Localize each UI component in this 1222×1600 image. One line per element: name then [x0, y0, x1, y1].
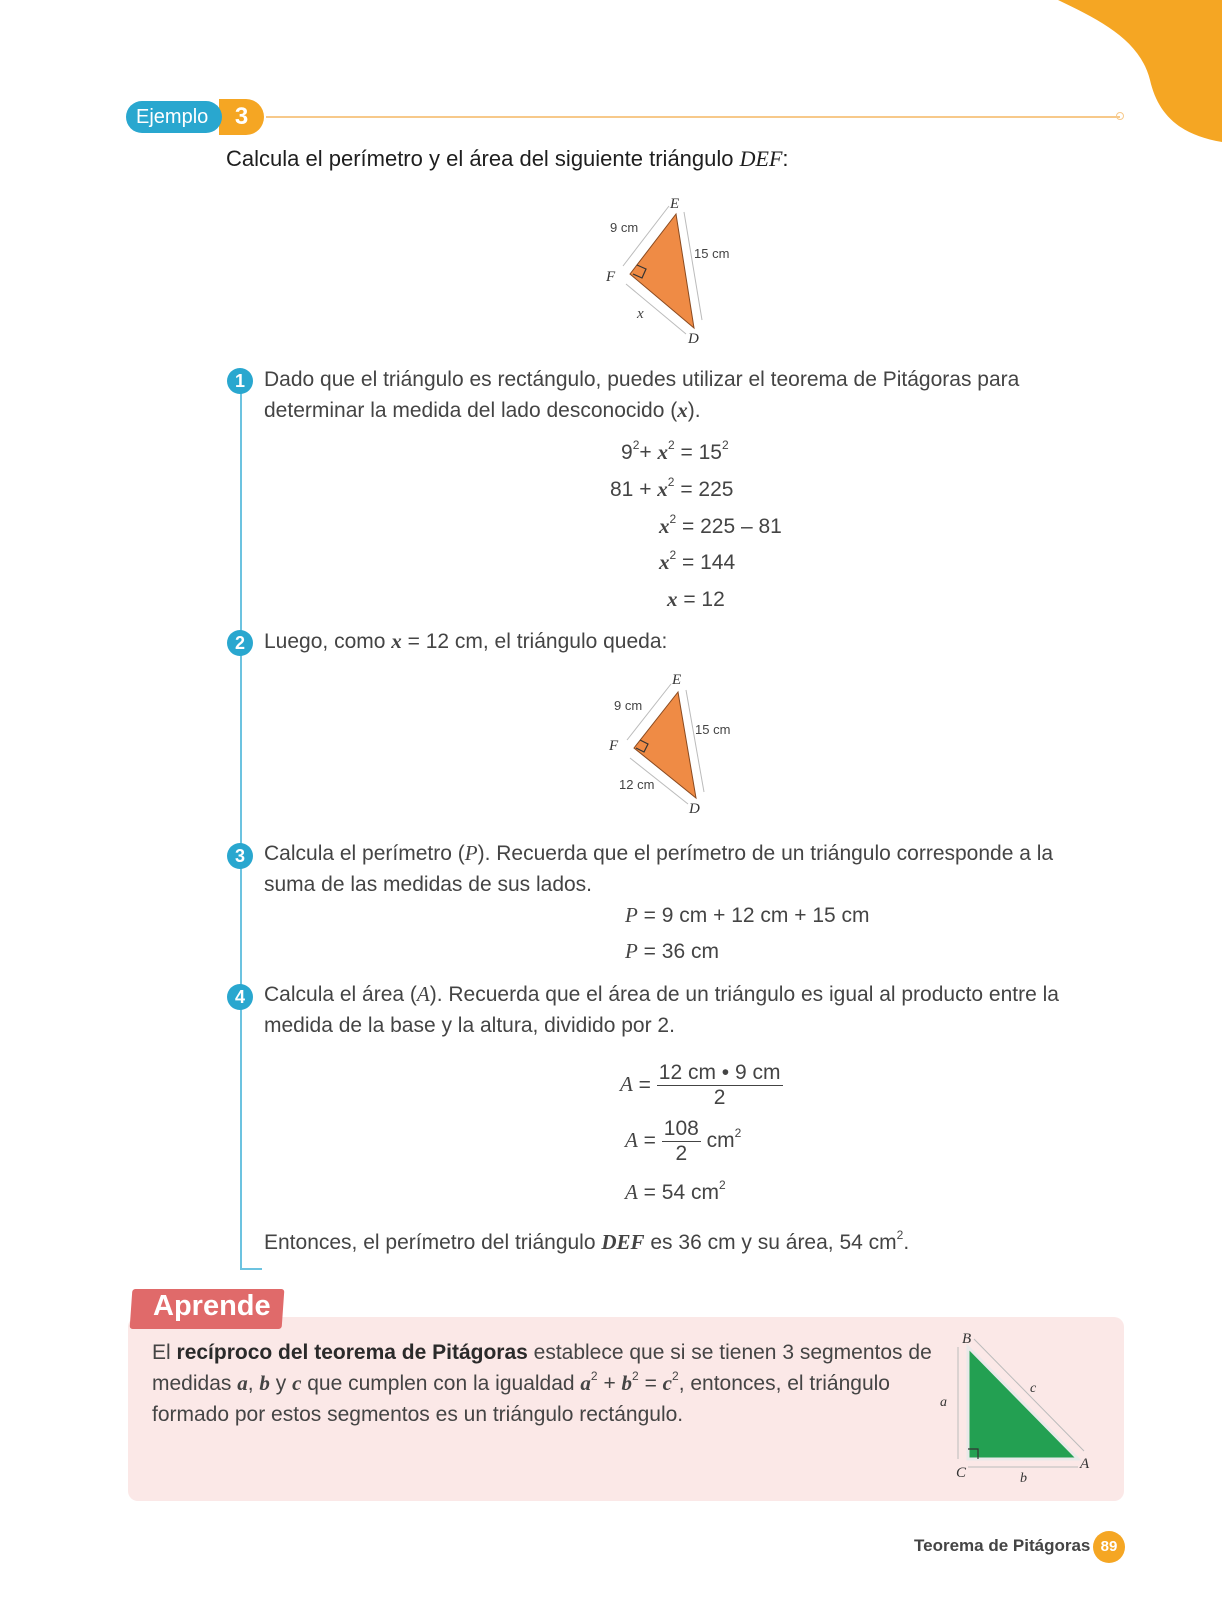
statement-var: DEF [739, 146, 783, 171]
abc-side-a: a [940, 1395, 947, 1410]
pyth-l4-exp: 2 [669, 548, 677, 562]
aprende-eq-c: c [662, 1371, 672, 1395]
aprende-var-c: c [292, 1371, 302, 1395]
fig1-vertex-e: E [670, 196, 680, 212]
statement-text: Calcula el perímetro y el área del siguiente triángulo [226, 146, 740, 171]
pyth-l5-b: = 12 [677, 588, 725, 611]
perimeter-line-2 [625, 939, 719, 964]
pyth-line-4 [659, 550, 735, 575]
fig2-side-ef: 9 cm [614, 698, 643, 713]
step-4-var: A [416, 982, 430, 1006]
abc-vertex-c: C [956, 1465, 967, 1481]
conclusion-text [264, 1227, 909, 1258]
conclusion-text-a: Entonces, el perímetro del triángulo [264, 1231, 602, 1254]
fig2-side-ed: 15 cm [695, 722, 731, 737]
perimeter-line-1 [625, 903, 870, 928]
step-1-text-b: ). [687, 399, 701, 422]
pyth-l1-exp-c: 2 [721, 438, 729, 452]
area-l1-eq: = [632, 1073, 651, 1097]
aprende-t8: , entonces, el triángulo formado por estos segmentos es un triángulo rectángulo. [152, 1372, 890, 1426]
area-f2-denominator: 2 [675, 1142, 688, 1165]
abc-side-b: b [1020, 1471, 1027, 1486]
perimeter-l1-rest: = 9 cm + 12 cm + 15 cm [637, 904, 870, 927]
example-number: 3 [219, 99, 264, 135]
aprende-t1: El [152, 1341, 177, 1364]
pyth-l3-exp: 2 [669, 512, 677, 526]
step-3-text-a: Calcula el perímetro ( [264, 842, 465, 865]
step-1-badge: 1 [227, 368, 253, 394]
pyth-l1-c: = 15 [674, 441, 722, 464]
area-l2-var: A [625, 1128, 638, 1153]
aprende-t6: + [597, 1372, 622, 1395]
conclusion-exp: 2 [896, 1228, 904, 1242]
area-l1-var: A [620, 1072, 633, 1097]
aprende-text [152, 1337, 932, 1430]
pyth-l5-x: x [667, 587, 678, 611]
step-4-badge: 4 [227, 984, 253, 1010]
fig1-vertex-f: F [606, 269, 616, 285]
example-badge: Ejemplo [126, 101, 222, 133]
pyth-l1-x: x [657, 440, 668, 464]
aprende-var-b: b [259, 1371, 270, 1395]
fig2-vertex-d: D [689, 801, 700, 817]
step-2-badge: 2 [227, 630, 253, 656]
pyth-l1-exp-a: 2 [632, 438, 640, 452]
aprende-eq-b-exp: 2 [632, 1369, 639, 1383]
step-2-text-a: Luego, como [264, 630, 392, 653]
abc-vertex-b: B [962, 1331, 972, 1347]
step-1-text [264, 364, 1094, 426]
area-l3-rest: = 54 cm [637, 1181, 719, 1204]
triangle-def-solved-figure [592, 668, 752, 826]
aprende-eq-a-exp: 2 [590, 1369, 598, 1383]
aprende-t7: = [638, 1372, 663, 1395]
step-1-var: x [677, 398, 688, 422]
aprende-eq-a: a [580, 1371, 591, 1395]
area-line-3 [625, 1180, 726, 1205]
aprende-t2: establece que si se tienen 3 segmentos de medidas [152, 1341, 932, 1395]
aprende-t4: y [269, 1372, 293, 1395]
pyth-l4-x: x [659, 550, 670, 574]
abc-side-c: c [1030, 1381, 1037, 1396]
step-3-text [264, 838, 1104, 900]
conclusion-text-b: es 36 cm y su área, 54 cm [644, 1231, 897, 1254]
conclusion-var: DEF [601, 1230, 645, 1254]
triangle-def-figure [590, 192, 750, 350]
step-3-badge: 3 [227, 843, 253, 869]
aprende-eq-b: b [621, 1371, 633, 1395]
statement-end: : [782, 146, 789, 171]
fig2-side-fd: 12 cm [619, 777, 655, 792]
area-fraction-1 [657, 1061, 783, 1110]
fig1-side-fd: x [637, 306, 644, 322]
pyth-l2-x: x [657, 477, 668, 501]
right-triangle-abc-figure [930, 1325, 1100, 1490]
corner-decoration [0, 0, 1222, 160]
step-2-text-b: = 12 cm, el triángulo queda: [401, 630, 668, 653]
perimeter-l2-rest: = 36 cm [637, 940, 719, 963]
area-fraction-2 [662, 1117, 701, 1166]
pyth-line-1 [621, 440, 729, 465]
page-number: 89 [1093, 1531, 1125, 1563]
area-l2-exp: 2 [734, 1126, 742, 1141]
header-rule-end [1116, 112, 1124, 120]
step-2-var: x [391, 629, 402, 653]
pyth-line-3 [659, 514, 782, 539]
pyth-l2-a: 81 + [610, 478, 658, 501]
step-1-text-a: Dado que el triángulo es rectángulo, puedes utilizar el teorema de Pitágoras para determinar la medida del lado desconocido ( [264, 368, 1020, 422]
fig1-side-ed: 15 cm [694, 246, 730, 261]
area-f1-denominator: 2 [713, 1086, 726, 1109]
perimeter-l1-var: P [625, 903, 638, 927]
abc-vertex-a: A [1080, 1456, 1090, 1472]
footer-title: Teorema de Pitágoras [914, 1536, 1091, 1555]
fig2-vertex-f: F [609, 738, 619, 754]
area-l3-var: A [625, 1180, 638, 1204]
pyth-line-5 [667, 587, 725, 612]
fig1-side-ef: 9 cm [610, 220, 639, 235]
step-3-var: P [464, 841, 478, 865]
area-f2-numerator: 108 [663, 1117, 699, 1140]
pyth-l3-x: x [659, 514, 670, 538]
header-rule [266, 116, 1120, 118]
area-line-1 [620, 1061, 783, 1110]
pyth-line-2 [610, 477, 733, 502]
problem-statement [226, 146, 789, 172]
area-line-2 [625, 1117, 741, 1166]
pyth-l2-b: = 225 [674, 478, 734, 501]
pyth-l3-b: = 225 – 81 [676, 515, 782, 538]
area-f1-numerator: 12 cm • 9 cm [658, 1061, 781, 1084]
pyth-l1-a: 9 [621, 441, 633, 464]
conclusion-end: . [903, 1231, 910, 1254]
aprende-t5: que cumplen con la igualdad [301, 1372, 581, 1395]
step-3-text-b: ). Recuerda que el perímetro de un triángulo corresponde a la suma de las medidas de sus lados. [264, 842, 1054, 896]
step-4-text-b: ). Recuerda que el área de un triángulo es igual al producto entre la medida de la base y la altura, dividido por 2. [264, 983, 1059, 1037]
aprende-bold: recíproco del teorema de Pitágoras [176, 1341, 528, 1364]
aprende-eq-c-exp: 2 [672, 1369, 679, 1383]
area-l3-exp: 2 [718, 1178, 726, 1192]
steps-connector-end [240, 1268, 262, 1270]
aprende-label: Aprende [153, 1290, 271, 1322]
step-4-text-a: Calcula el área ( [264, 983, 417, 1006]
pyth-l4-b: = 144 [676, 551, 736, 574]
fig2-vertex-e: E [672, 672, 682, 688]
perimeter-l2-var: P [625, 939, 638, 963]
fig1-vertex-d: D [688, 331, 699, 347]
area-l2-unit: cm [706, 1129, 735, 1153]
area-l2-eq: = [637, 1129, 656, 1153]
aprende-t3: , [247, 1372, 260, 1395]
pyth-l1-exp-x: 2 [667, 438, 675, 452]
step-4-text [264, 979, 1104, 1041]
step-2-text [264, 626, 1094, 657]
pyth-l1-b: + [639, 441, 658, 464]
steps-connector [240, 390, 242, 1270]
pyth-l2-exp: 2 [667, 475, 675, 489]
aprende-var-a: a [237, 1371, 248, 1395]
